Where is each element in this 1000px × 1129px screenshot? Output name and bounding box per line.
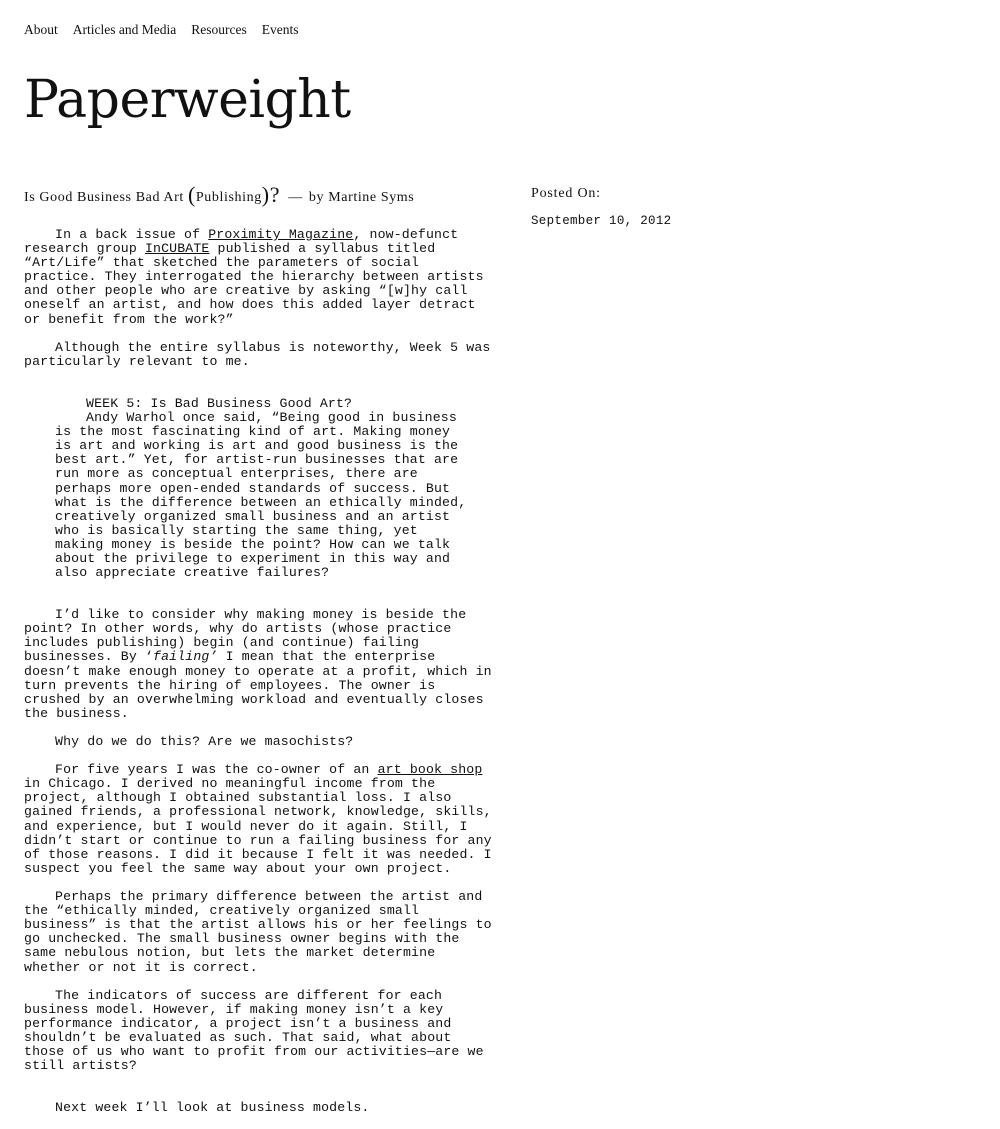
paragraph-1 (24, 228, 499, 327)
paragraph-3 (24, 608, 499, 721)
article-title (24, 183, 499, 210)
quote-heading: WEEK 5: Is Bad Business Good Art? (86, 395, 353, 411)
paragraph-6: Perhaps the primary difference between the artist and the “ethically minded, creatively organized small business” is that the artist allows his or her feelings to go unchecked. The small business owner begins with the same nebulous notion, but lets the market determine whether or not it is correct. (24, 889, 492, 975)
paragraph-4: Why do we do this? Are we masochists? (55, 734, 354, 749)
article-title-publishing: Publishing (195, 190, 262, 205)
syllabus-quote (55, 397, 499, 580)
quote-body: Andy Warhol once said, “Being good in business is the most fascinating kind of art. Making money is art and working is art and good business is the best art.” Yet, for artist-run businesses that are run more as conceptual enterprises, there are perhaps more open-ended standards of success. But what is the difference between an ethically minded, creatively organized small business and an artist who is basically starting the same thing, yet making money is beside the point? How can we talk about the privilege to experiment in this way and also appreciate creative failures? (55, 410, 467, 581)
nav-articles-and-media[interactable]: Articles and Media (72, 22, 177, 37)
paragraph-2: Although the entire syllabus is noteworthy, Week 5 was particularly relevant to me. (24, 339, 491, 369)
paragraph-5-text-a: For five years I was the co-owner of an (55, 762, 378, 778)
nav-resources[interactable]: Resources (191, 22, 247, 37)
paragraph-1-text-a: In a back issue of (55, 227, 209, 242)
article-title-paren-close: )? (261, 182, 281, 207)
post-meta-sidebar (531, 186, 671, 228)
paragraph-3-text-b: I mean that the enterprise doesn’t make enough money to operate at a profit, which in turn prevents the hiring of employees. The owner is crushed by an overwhelming workload and eventually closes the business. (24, 649, 492, 721)
paragraph-7: The indicators of success are different for each business model. However, if making money isn’t a key performance indicator, a project isn’t a business and shouldn’t be evaluated as such. That said, what about those of us who want to profit from our activities—are we still artists? (24, 987, 484, 1074)
incubate-link[interactable]: InCUBATE (144, 241, 210, 257)
posted-on-label: Posted On: (531, 186, 601, 201)
article-body (24, 228, 499, 1115)
top-nav (24, 22, 298, 38)
posted-date: September 10, 2012 (531, 214, 672, 228)
article (24, 183, 499, 1129)
paragraph-5 (24, 763, 499, 876)
paragraph-3-emphasis: failing’ (153, 649, 218, 665)
proximity-magazine-link[interactable]: Proximity Magazine (208, 227, 354, 242)
paragraph-3-text-a: I’d like to consider why making money is beside the point? In other words, why do artists (whose practice includes publishing) begin (and continue) failing businesses. By ‘ (24, 607, 467, 665)
nav-about[interactable]: About (24, 22, 58, 37)
article-title-paren-open: ( (187, 182, 196, 207)
art-book-shop-link[interactable]: art book shop (377, 762, 483, 778)
paragraph-1-text-b: , now-defunct research group (24, 227, 459, 257)
site-title[interactable]: Paperweight (24, 70, 351, 130)
paragraph-1-text-c: published a syllabus titled “Art/Life” that sketched the parameters of social practice. They interrogated the hierarchy between artists and other people who are creative by asking “[w]hy call oneself an artist, and how does this added layer detract or benefit from the work?” (24, 241, 484, 327)
article-title-text: Is Good Business Bad Art (24, 190, 188, 205)
article-title-dash: — (284, 190, 307, 205)
paragraph-5-text-b: in Chicago. I derived no meaningful income from the project, although I obtained substantial loss. I also gained friends, a professional network, knowledge, skills, and experience, but I would never do it again. Still, I didn’t start or continue to run a failing business for any of those reasons. I did it because I felt it was needed. I suspect you feel the same way about your own project. (24, 776, 492, 876)
paragraph-8: Next week I’ll look at business models. (55, 1100, 370, 1116)
article-byline: by Martine Syms (308, 190, 415, 205)
nav-events[interactable]: Events (261, 22, 299, 37)
